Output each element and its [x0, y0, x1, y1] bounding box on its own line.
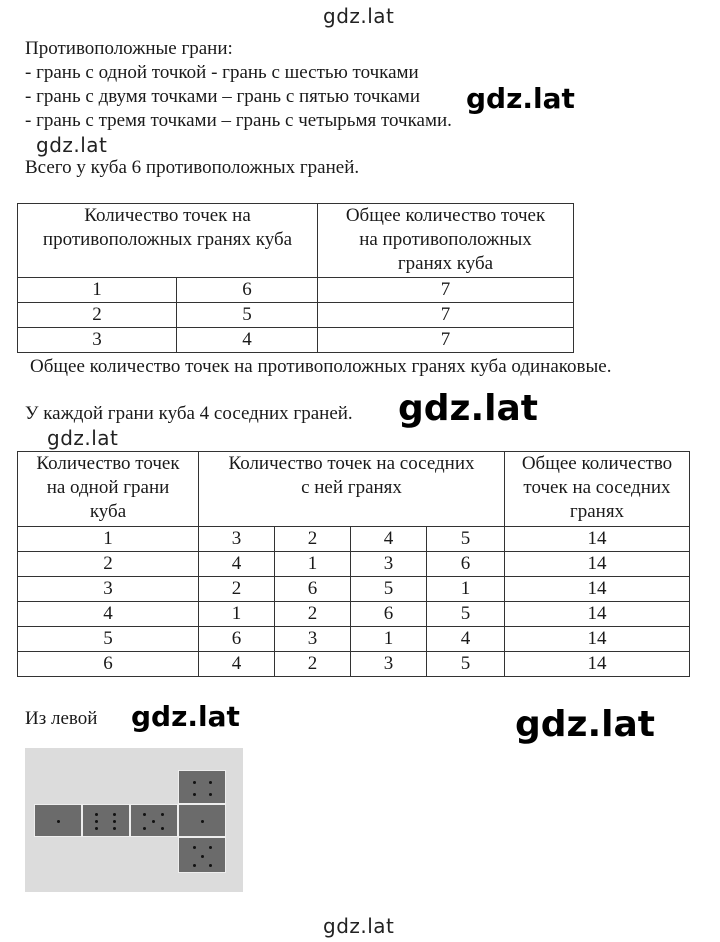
header-line: гранях: [569, 501, 625, 522]
header-line: точек на соседних: [523, 477, 671, 498]
pair-line: - грань с тремя точками – грань с четырьмя точками.: [25, 110, 452, 131]
table-row: [18, 627, 690, 652]
table-cell: 14: [505, 577, 690, 602]
summary-text: Всего у куба 6 противоположных граней.: [25, 157, 360, 178]
table-cell: 2: [275, 602, 351, 627]
cube-face: [178, 770, 226, 804]
watermark: gdz.lat: [323, 4, 395, 28]
watermark: gdz.lat: [36, 133, 108, 157]
table-cell: 1: [275, 552, 351, 577]
table-row: [18, 328, 574, 353]
table-cell: 5: [427, 652, 505, 677]
table-row: [18, 602, 690, 627]
cube-face: [82, 804, 130, 837]
table-cell: 3: [18, 577, 199, 602]
table-row: [18, 527, 690, 552]
intro-heading: Противоположные грани:: [25, 38, 233, 59]
watermark: gdz.lat: [398, 388, 539, 429]
table-cell: 14: [505, 652, 690, 677]
table-cell: 6: [18, 652, 199, 677]
table-cell: 1: [427, 577, 505, 602]
bottom-label: Из левой: [25, 708, 98, 729]
table-cell: 4: [427, 627, 505, 652]
watermark: gdz.lat: [131, 700, 240, 733]
table-cell: 7: [318, 303, 574, 328]
table-cell: 14: [505, 602, 690, 627]
table-cell: 3: [199, 527, 275, 552]
header-line: с ней гранях: [301, 477, 402, 498]
conclusion-text: Общее количество точек на противоположных гранях куба одинаковые.: [30, 356, 612, 377]
cube-face: [178, 837, 226, 873]
table-row: [18, 303, 574, 328]
table-cell: 4: [199, 552, 275, 577]
table-cell: 14: [505, 527, 690, 552]
header-line: Общее количество: [521, 453, 673, 474]
table-cell: 4: [199, 652, 275, 677]
cube-face: [130, 804, 178, 837]
neighbors-text: У каждой грани куба 4 соседних граней.: [25, 403, 353, 424]
table-row: [18, 577, 690, 602]
header-line: Общее количество точек: [345, 205, 546, 226]
cube-face: [34, 804, 82, 837]
table-cell: 5: [18, 627, 199, 652]
table-cell: 14: [505, 627, 690, 652]
table-header: [318, 204, 574, 278]
table-cell: 2: [199, 577, 275, 602]
table-cell: 7: [318, 328, 574, 353]
table-header: [505, 452, 690, 527]
table-cell: 5: [427, 527, 505, 552]
table-header: [199, 452, 505, 527]
table-cell: 14: [505, 552, 690, 577]
table-header: [18, 452, 199, 527]
cube-net-figure: [25, 748, 243, 892]
header-line: Количество точек на: [84, 205, 251, 226]
table-cell: 2: [275, 527, 351, 552]
header-line: Количество точек: [36, 453, 180, 474]
table-cell: 6: [427, 552, 505, 577]
header-line: гранях куба: [397, 253, 494, 274]
table-row: [18, 552, 690, 577]
header-line: на одной грани: [46, 477, 170, 498]
table-cell: 4: [351, 527, 427, 552]
table-cell: 2: [18, 552, 199, 577]
header-line: на противоположных: [359, 229, 532, 250]
table-cell: 4: [18, 602, 199, 627]
table-cell: 3: [18, 328, 177, 353]
table-cell: 1: [18, 278, 177, 303]
header-line: куба: [89, 501, 127, 522]
watermark: gdz.lat: [47, 426, 119, 450]
table-cell: 5: [351, 577, 427, 602]
table-cell: 2: [275, 652, 351, 677]
watermark: gdz.lat: [515, 704, 656, 745]
pair-line: - грань с одной точкой - грань с шестью точками: [25, 62, 419, 83]
header-line: Количество точек на соседних: [228, 453, 475, 474]
table-header: [18, 204, 318, 278]
adjacent-faces-table: [17, 451, 690, 677]
table-cell: 5: [177, 303, 318, 328]
header-line: противоположных гранях куба: [42, 229, 293, 250]
table-cell: 5: [427, 602, 505, 627]
table-cell: 6: [275, 577, 351, 602]
table-cell: 2: [18, 303, 177, 328]
table-cell: 3: [351, 652, 427, 677]
table-cell: 1: [351, 627, 427, 652]
table-cell: 4: [177, 328, 318, 353]
opposite-faces-table: [17, 203, 574, 353]
table-row: [18, 278, 574, 303]
table-cell: 1: [18, 527, 199, 552]
table-cell: 3: [351, 552, 427, 577]
table-cell: 6: [177, 278, 318, 303]
table-cell: 7: [318, 278, 574, 303]
watermark: gdz.lat: [466, 82, 575, 115]
table-cell: 6: [351, 602, 427, 627]
watermark: gdz.lat: [323, 914, 395, 938]
cube-face: [178, 804, 226, 837]
table-row: [18, 652, 690, 677]
table-cell: 6: [199, 627, 275, 652]
table-cell: 1: [199, 602, 275, 627]
table-cell: 3: [275, 627, 351, 652]
pair-line: - грань с двумя точками – грань с пятью точками: [25, 86, 421, 107]
